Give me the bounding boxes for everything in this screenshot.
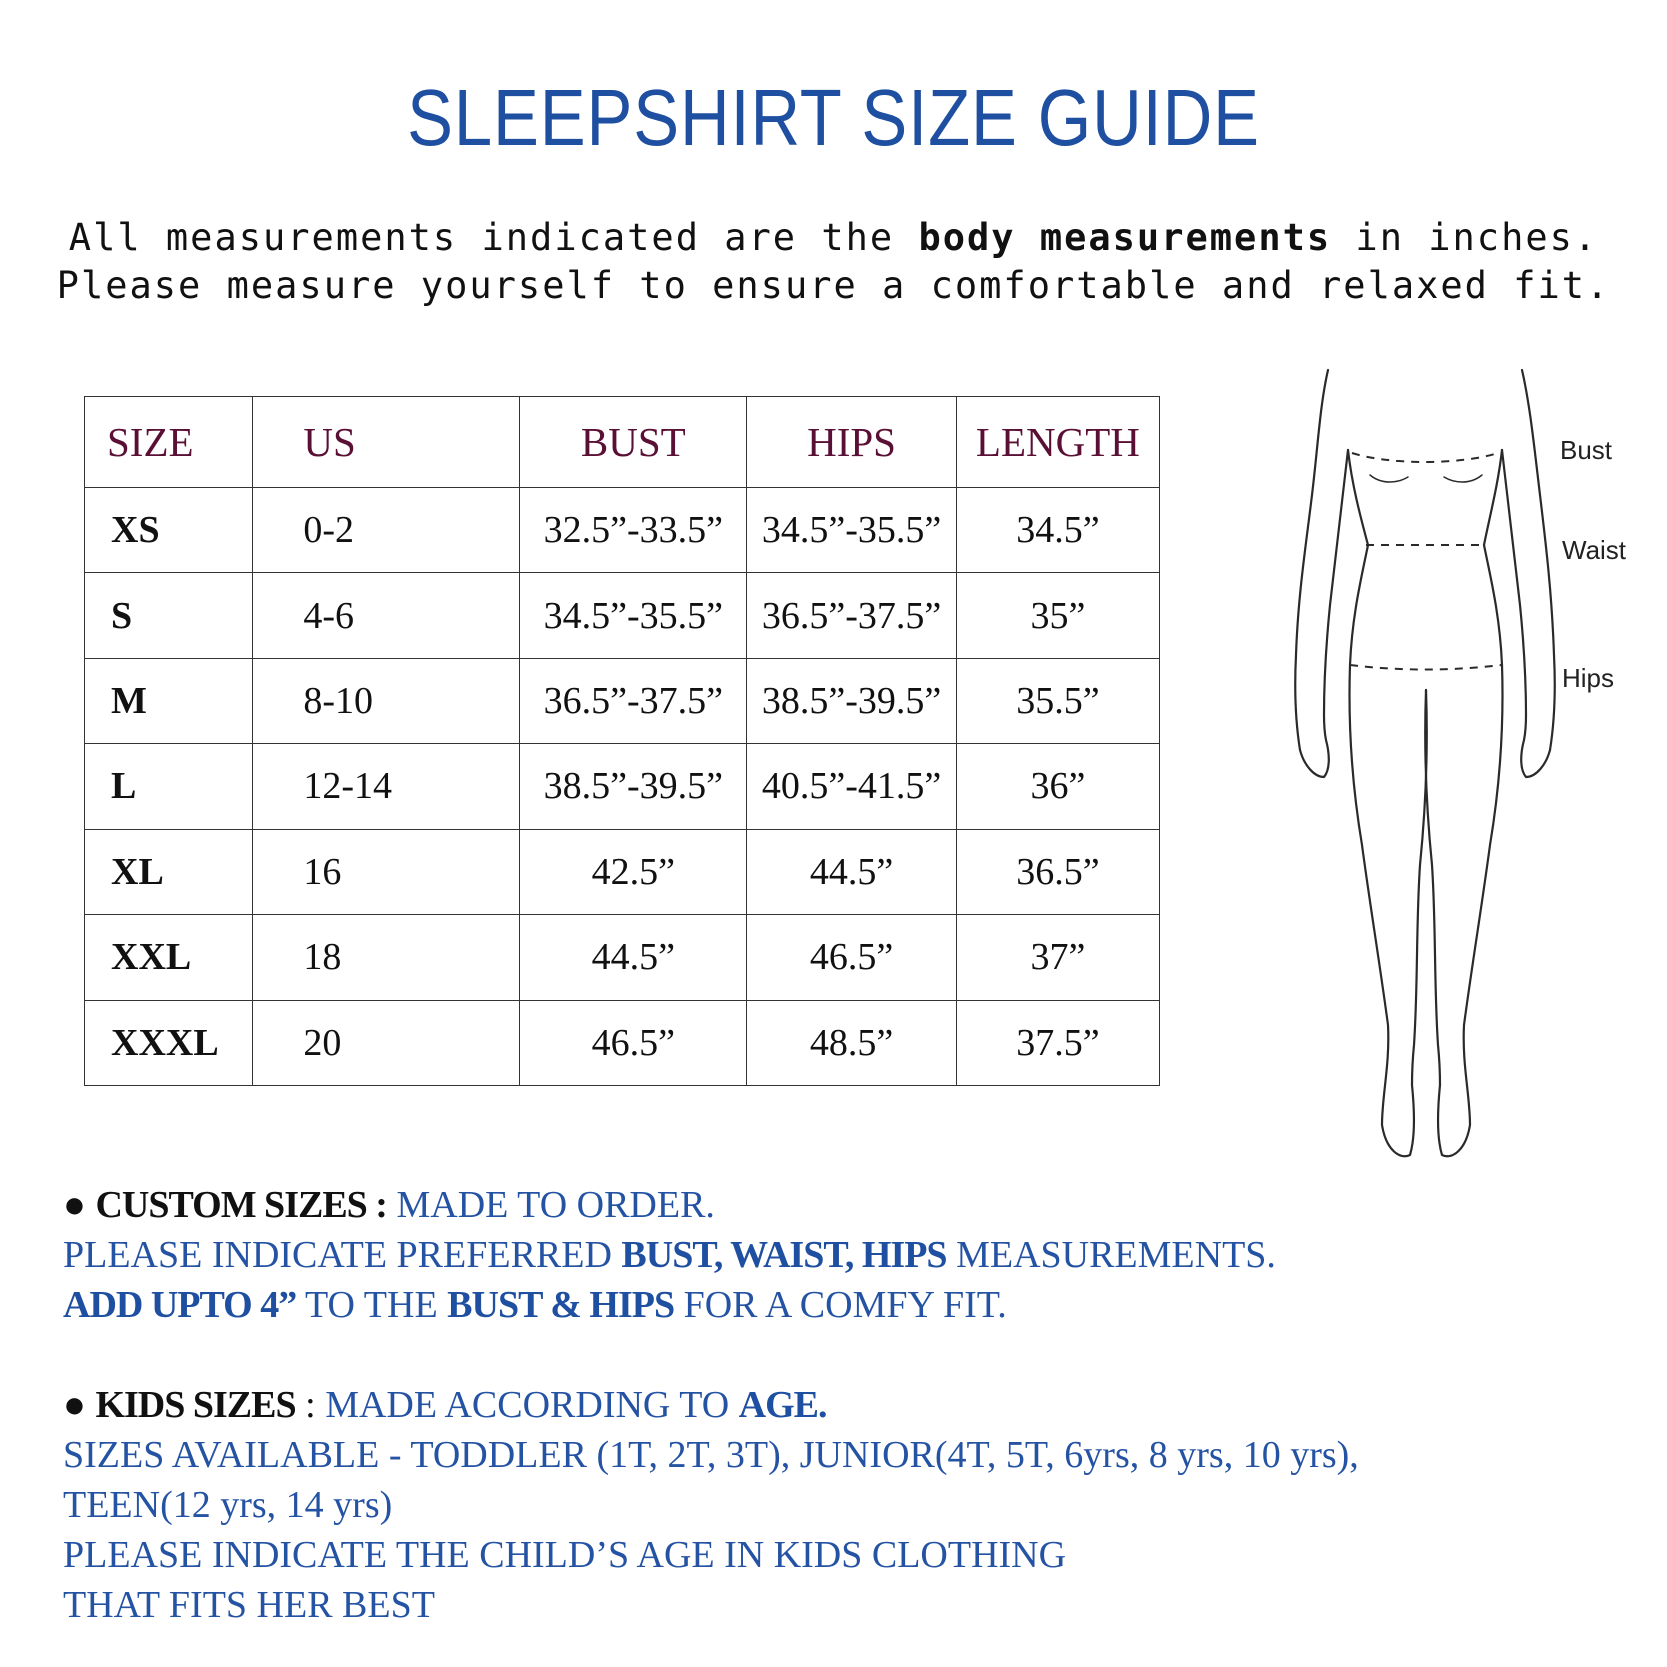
header-bust: BUST	[520, 397, 747, 488]
intro-line-2: Please measure yourself to ensure a comfortable and relaxed fit.	[56, 264, 1611, 307]
us-cell: 18	[253, 915, 520, 1000]
kids-line-1-text: MADE ACCORDING TO	[325, 1384, 739, 1426]
us-cell: 20	[253, 1000, 520, 1085]
table-row	[85, 658, 1160, 743]
us-cell: 8-10	[253, 658, 520, 743]
table-row	[85, 915, 1160, 1000]
custom-line-3-add: ADD UPTO 4”	[63, 1284, 297, 1326]
us-cell: 12-14	[253, 744, 520, 829]
size-cell: XXL	[85, 915, 253, 1000]
custom-sizes-line-2	[63, 1230, 1623, 1280]
table-row	[85, 488, 1160, 573]
size-cell: M	[85, 658, 253, 743]
kids-sizes-line-5: THAT FITS HER BEST	[63, 1584, 435, 1626]
label-hips: Hips	[1562, 663, 1615, 693]
kids-separator: :	[295, 1384, 326, 1426]
custom-line-3-end: FOR A COMFY FIT.	[674, 1284, 1007, 1326]
size-cell: S	[85, 573, 253, 658]
kids-sizes-heading: KIDS SIZES	[95, 1384, 296, 1426]
length-cell: 35.5”	[956, 658, 1159, 743]
table-row	[85, 829, 1160, 914]
size-cell: XL	[85, 829, 253, 914]
spacer	[63, 1330, 1623, 1380]
intro-emphasis: body measurements	[918, 216, 1332, 259]
length-cell: 36”	[956, 744, 1159, 829]
body-outline-illustration	[1290, 365, 1660, 1185]
custom-sizes-made-to-order: MADE TO ORDER.	[386, 1184, 715, 1226]
table-row	[85, 1000, 1160, 1085]
hips-cell: 36.5”-37.5”	[747, 573, 957, 658]
us-cell: 0-2	[253, 488, 520, 573]
bust-cell: 44.5”	[520, 915, 747, 1000]
size-cell: L	[85, 744, 253, 829]
bullet-icon: ●	[63, 1184, 86, 1226]
kids-sizes-line-2: SIZES AVAILABLE - TODDLER (1T, 2T, 3T), JUNIOR(4T, 5T, 6yrs, 8 yrs, 10 yrs),	[63, 1434, 1359, 1476]
custom-line-2-start: PLEASE INDICATE PREFERRED	[63, 1234, 622, 1276]
length-cell: 35”	[956, 573, 1159, 658]
table-row	[85, 744, 1160, 829]
custom-sizes-heading: CUSTOM SIZES :	[95, 1184, 387, 1226]
intro-line-1-start: All measurements indicated are the	[68, 216, 919, 259]
size-cell: XS	[85, 488, 253, 573]
label-bust: Bust	[1560, 435, 1613, 465]
hips-cell: 48.5”	[747, 1000, 957, 1085]
custom-line-3-emphasis: BUST & HIPS	[447, 1284, 675, 1326]
hips-cell: 38.5”-39.5”	[747, 658, 957, 743]
bust-cell: 42.5”	[520, 829, 747, 914]
intro-text	[0, 214, 1667, 310]
kids-sizes-line-1	[63, 1380, 1623, 1430]
custom-sizes-line-3	[63, 1280, 1623, 1330]
custom-sizes-line-1	[63, 1180, 1623, 1230]
length-cell: 37”	[956, 915, 1159, 1000]
table-row	[85, 573, 1160, 658]
kids-sizes-line-4: PLEASE INDICATE THE CHILD’S AGE IN KIDS CLOTHING	[63, 1534, 1067, 1576]
bust-cell: 32.5”-33.5”	[520, 488, 747, 573]
header-length: LENGTH	[956, 397, 1159, 488]
length-cell: 37.5”	[956, 1000, 1159, 1085]
intro-line-1	[0, 214, 1667, 262]
size-cell: XXXL	[85, 1000, 253, 1085]
hips-cell: 46.5”	[747, 915, 957, 1000]
hips-cell: 44.5”	[747, 829, 957, 914]
header-us: US	[253, 397, 520, 488]
header-hips: HIPS	[747, 397, 957, 488]
table-header-row	[85, 397, 1160, 488]
length-cell: 34.5”	[956, 488, 1159, 573]
notes-section	[63, 1180, 1623, 1630]
us-cell: 4-6	[253, 573, 520, 658]
custom-line-2-end: MEASUREMENTS.	[946, 1234, 1276, 1276]
custom-line-2-emphasis: BUST, WAIST, HIPS	[621, 1234, 947, 1276]
kids-sizes-line-3: TEEN(12 yrs, 14 yrs)	[63, 1484, 393, 1526]
hips-cell: 40.5”-41.5”	[747, 744, 957, 829]
page-title: SLEEPSHIRT SIZE GUIDE	[407, 73, 1260, 162]
custom-line-3-to: TO THE	[296, 1284, 448, 1326]
bust-cell: 46.5”	[520, 1000, 747, 1085]
bust-cell: 36.5”-37.5”	[520, 658, 747, 743]
kids-line-1-emphasis: AGE.	[738, 1384, 827, 1426]
length-cell: 36.5”	[956, 829, 1159, 914]
intro-line-1-end: in inches.	[1331, 216, 1599, 259]
bullet-icon: ●	[63, 1384, 86, 1426]
us-cell: 16	[253, 829, 520, 914]
label-waist: Waist	[1562, 535, 1627, 565]
body-measurement-figure	[1290, 365, 1660, 1185]
bust-cell: 34.5”-35.5”	[520, 573, 747, 658]
size-table	[84, 396, 1160, 1086]
bust-cell: 38.5”-39.5”	[520, 744, 747, 829]
hips-cell: 34.5”-35.5”	[747, 488, 957, 573]
header-size: SIZE	[85, 397, 253, 488]
